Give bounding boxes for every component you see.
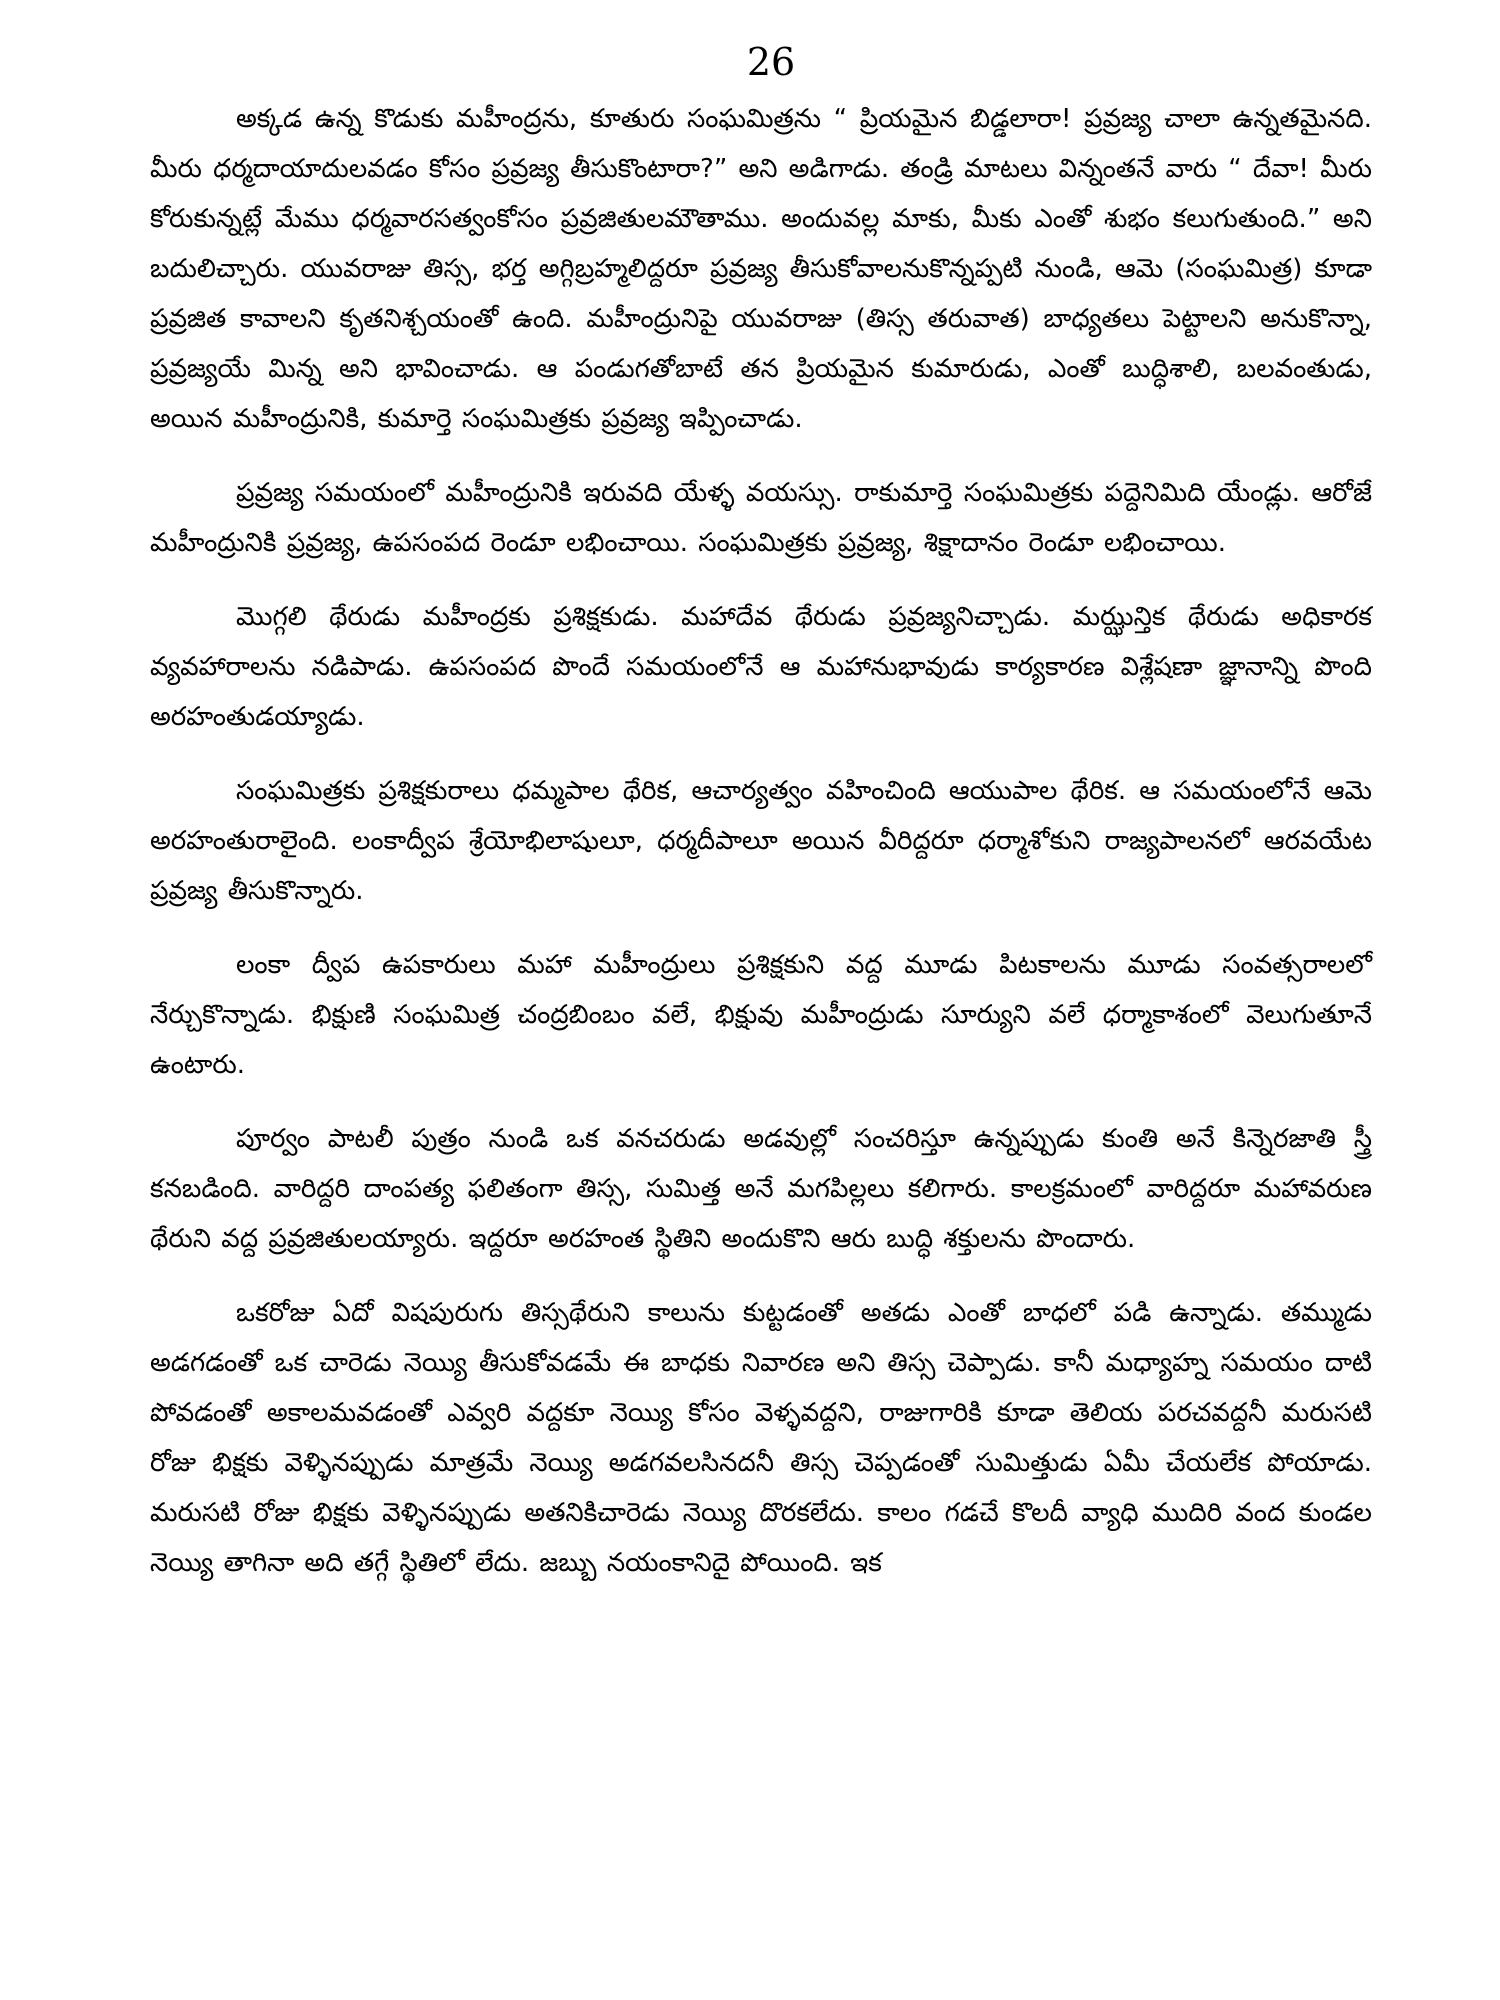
paragraph-tissa-illness: ఒకరోజు ఏదో విషపురుగు తిస్సథేరుని కాలును కుట్టడంతో అతడు ఎంతో బాధలో పడి ఉన్నాడు. తమ్ముడు అడగడంతో ఒక చారెడు నెయ్యి తీసుకోవడమే ఈ బాధకు నివారణ అని తిస్స చెప్పాడు. కానీ మధ్యాహ్న సమయం దాటి పోవడంతో అకాలమవడంతో ఎవ్వరి వద్దకూ నెయ్యి కోసం వెళ్ళవద్దని, రాజుగారికి కూడా తెలియ పరచవద్దనీ మరుసటి రోజు భిక్షకు వెళ్ళినప్పుడు మాత్రమే నెయ్యి అడగవలసినదనీ తిస్స చెప్పడంతో సుమిత్తుడు ఏమీ చేయలేక పోయాడు. మరుసటి రోజు భిక్షకు వెళ్ళినప్పుడు అతనికిచారెడు నెయ్యి దొరకలేదు. కాలం గడచే కొలదీ వ్యాధి ముదిరి వంద కుండల నెయ్యి తాగినా అది తగ్గే స్థితిలో లేదు. జబ్బు నయంకానిదై పోయింది. ఇక — [150, 1298, 1372, 1578]
paragraph-lanka-benefactors: లంకా ద్వీప ఉపకారులు మహా మహీంద్రులు ప్రశిక్షకుని వద్ద మూడు పిటకాలను మూడు సంవత్సరాలలో నేర్చుకొన్నాడు. భిక్షుణి సంఘమిత్ర చంద్రబింబం వలే, భిక్షువు మహీంద్రుడు సూర్యుని వలే ధర్మాకాశంలో వెలుగుతూనే ఉంటారు. — [150, 950, 1372, 1080]
paragraph-sanghamitra-teachers: సంఘమిత్రకు ప్రశిక్షకురాలు ధమ్మపాల థేరిక, ఆచార్యత్వం వహించింది ఆయుపాల థేరిక. ఆ సమయంలోనే ఆమె అరహంతురాలైంది. లంకాద్వీప శ్రేయోభిలాషులూ, ధర్మదీపాలూ అయిన వీరిద్దరూ ధర్మాశోకుని రాజ్యపాలనలో ఆరవయేట ప్రవ్రజ్య తీసుకొన్నారు. — [150, 776, 1372, 906]
paragraph-tissa-sumitta-origin: పూర్వం పాటలీ పుత్రం నుండి ఒక వనచరుడు అడవుల్లో సంచరిస్తూ ఉన్నప్పుడు కుంతి అనే కిన్నెరజాతి స్త్రీ కనబడింది. వారిద్దరి దాంపత్య ఫలితంగా తిస్స, సుమిత్త అనే మగపిల్లలు కలిగారు. కాలక్రమంలో వారిద్దరూ మహావరుణ థేరుని వద్ద ప్రవ్రజితులయ్యారు. ఇద్దరూ అరహంత స్థితిని అందుకొని ఆరు బుద్ధి శక్తులను పొందారు. — [150, 1124, 1372, 1254]
paragraph-pravrajya-age: ప్రవ్రజ్య సమయంలో మహీంద్రునికి ఇరువది యేళ్ళ వయస్సు. రాకుమార్తె సంఘమిత్రకు పద్దెనిమిది యేండ్లు. ఆరోజే మహీంద్రునికి ప్రవ్రజ్య, ఉపసంపద రెండూ లభించాయి. సంఘమిత్రకు ప్రవ్రజ్య, శిక్షాదానం రెండూ లభించాయి. — [150, 478, 1372, 558]
page-number: 26 — [746, 40, 796, 84]
paragraph-pravrajya-request: అక్కడ ఉన్న కొడుకు మహీంద్రను, కూతురు సంఘమిత్రను “ ప్రియమైన బిడ్డలారా! ప్రవ్రజ్య చాలా ఉన్నతమైనది. మీరు ధర్మదాయాదులవడం కోసం ప్రవ్రజ్య తీసుకొంటారా?” అని అడిగాడు. తండ్రి మాటలు విన్నంతనే వారు “ దేవా! మీరు కోరుకున్నట్లే మేము ధర్మవారసత్వంకోసం ప్రవ్రజితులమౌతాము. అందువల్ల మాకు, మీకు ఎంతో శుభం కలుగుతుంది.” అని బదులిచ్చారు. యువరాజు తిస్స, భర్త అగ్గిబ్రహ్మలిద్దరూ ప్రవ్రజ్య తీసుకోవాలనుకొన్నప్పటి నుండి, ఆమె (సంఘమిత్ర) కూడా ప్రవ్రజిత కావాలని కృతనిశ్చయంతో ఉంది. మహీంద్రునిపై యువరాజు (తిస్స తరువాత) బాధ్యతలు పెట్టాలని అనుకొన్నా, ప్రవ్రజ్యయే మిన్న అని భావించాడు. ఆ పండుగతోబాటే తన ప్రియమైన కుమారుడు, ఎంతో బుద్ధిశాలి, బలవంతుడు, అయిన మహీంద్రునికి, కుమార్తె సంఘమిత్రకు ప్రవ్రజ్య ఇప్పించాడు. — [150, 104, 1372, 434]
paragraph-mahendra-teachers: మొగ్గలి థేరుడు మహీంద్రకు ప్రశిక్షకుడు. మహాదేవ థేరుడు ప్రవ్రజ్యనిచ్చాడు. మఝ్ఝన్తిక థేరుడు అధికారక వ్యవహారాలను నడిపాడు. ఉపసంపద పొందే సమయంలోనే ఆ మహానుభావుడు కార్యకారణ విశ్లేషణా జ్ఞానాన్ని పొంది అరహంతుడయ్యాడు. — [150, 602, 1372, 732]
